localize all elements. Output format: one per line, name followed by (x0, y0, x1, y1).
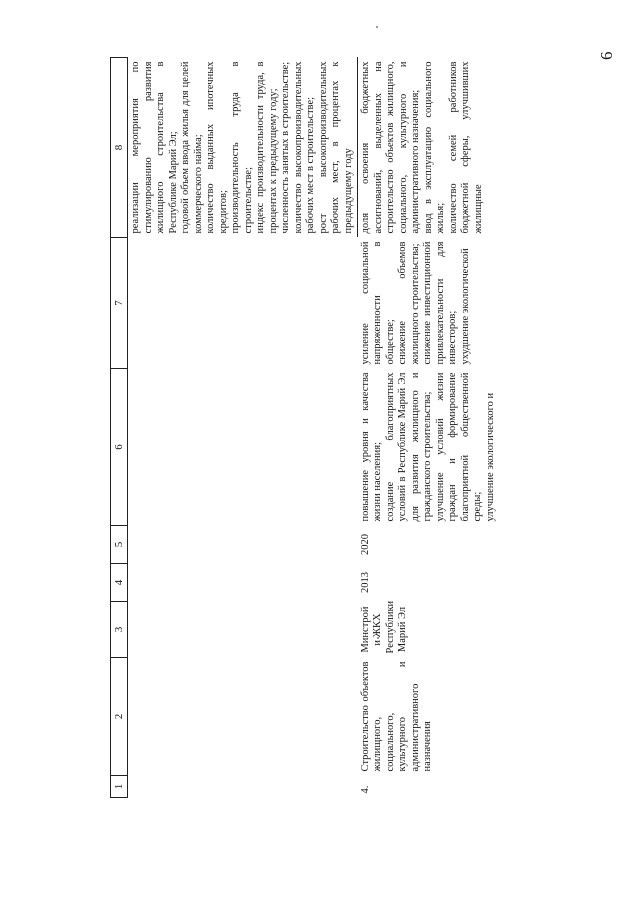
responsible-executor: Минстрой и ЖКХ Республики Марий Эл (359, 600, 408, 654)
row-number: 4. (359, 785, 371, 794)
end-year: 2020 (359, 534, 371, 555)
header-col-7: 7 (111, 238, 128, 369)
scan-speck (376, 26, 378, 28)
continuation-indicators: реализации мероприятия по стимулированию развития жилищного строительства в Республике Марий Эл; годовой объем ввода жилья для целей коммерческого найма; количество выданных ипотечных кредитов; производительность труда в строительстве; индекс производительности труда, в процентах к предыдущему году; численность занятых в строительстве; количество высокопроизводительных рабочих мест в строительстве; рост высокопроизводительных рабочих мест, в процентах к предыдущему году (128, 58, 358, 238)
indicators: доля освоения бюджетных ассигнований, выделенных на строительство объектов жилищного, социального, культурного и административного назначения; ввод в эксплуатацию социального жилья; количество семей работников бюджетной сферы, улучшивших жилищные (360, 61, 484, 234)
start-year: 2013 (359, 572, 371, 593)
continuation-row (128, 58, 358, 798)
header-col-3: 3 (111, 602, 128, 658)
header-col-5: 5 (111, 526, 128, 564)
expected-results: повышение уровня и качества жизни населения; создание благоприятных условий в Республике Марий Эл для развития жилищного и гражданского строительства; улучшение условий жизни граждан и формирование благоприятной общественной среды; улучшение экологического и (359, 372, 496, 522)
header-col-4: 4 (111, 564, 128, 602)
header-col-8: 8 (111, 58, 128, 238)
measure-name: Строительство объектов жилищного, социального, культурного и административного назначения (359, 661, 433, 772)
rotated-table (110, 58, 610, 798)
program-table (110, 57, 499, 798)
header-col-6: 6 (111, 369, 128, 526)
header-row (111, 58, 128, 798)
table-row (358, 58, 500, 798)
header-col-2: 2 (111, 658, 128, 776)
header-col-1: 1 (111, 776, 128, 798)
page-number: 6 (597, 51, 616, 60)
consequences: усиление социальной напряженности в обществе; снижение объемов жилищного строительства; снижение инвестиционной привлекательности для инвесторов; ухудшение экологической (359, 241, 471, 365)
